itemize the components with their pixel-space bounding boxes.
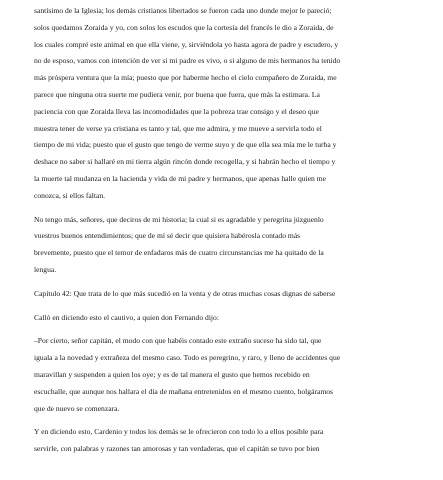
text-line: santísimo de la Iglesia; los demás cristianos libertados se fueron cada uno donde mejor le pareció; <box>34 6 332 15</box>
text-line: más próspera ventura que la mía; puesto que por haberme hecho el cielo compañero de Zoraida, me <box>34 73 337 83</box>
text-line: iguala a la novedad y extrañeza del mesmo caso. Todo es peregrino, y raro, y lleno de accidentes que <box>34 353 341 363</box>
document-body <box>34 3 432 465</box>
paragraph <box>34 310 432 327</box>
text-line: que de nuevo se comenzara. <box>34 403 120 413</box>
paragraph <box>34 333 432 417</box>
chapter-title: Capítulo 42: Que trata de lo que más sucedió en la venta y de otras muchas cosas dignas de saberse <box>34 288 336 298</box>
text-line: deshace no saber si hallaré en mi tierra algún rincón donde recogella, y si habrán hecho el tiempo y <box>34 157 336 167</box>
text-line: tiempo de mi vida; puesto que el gusto que tengo de verme suyo y de que ella sea mía me le turba y <box>34 140 337 150</box>
paragraph <box>34 3 432 205</box>
text-line: vuestros buenos entendimientos; que de mí sé decir que quisiera habérosla contado más <box>34 231 301 241</box>
text-line: Y en diciendo esto, Cardenio y todos los demás se le ofrecieron con todo lo a ellos posible para <box>34 427 324 437</box>
text-line: solos quedamos Zoraida y yo, con solos los escudos que la cortesía del francés le dio a Zoraida, de <box>34 22 334 32</box>
text-line: paciencia con que Zoraida lleva las incomodidades que la pobreza trae consigo y el deseo que <box>34 106 319 116</box>
paragraph <box>34 424 432 458</box>
text-line: –Por cierto, señor capitán, el modo con que habéis contado este extraño suceso ha sido tal, que <box>34 336 322 346</box>
text-line: escuchalle, que aunque nos hallara el día de mañana entretenidos en el mesmo cuento, holgáramos <box>34 386 333 396</box>
text-line: muestra tener de verse ya cristiana es tanto y tal, que me admira, y me mueve a servirla todo el <box>34 123 322 133</box>
text-line: los cuales compré este animal en que ella viene, y, sirviéndola yo hasta agora de padre y escudero, y <box>34 39 339 49</box>
text-line: servirle, con palabras y razones tan amorosas y tan verdaderas, que el capitán se tuvo por bien <box>34 444 320 454</box>
text-line: No tengo más, señores, que deciros de mi historia; la cual si es agradable y peregrina júzguenlo <box>34 214 324 224</box>
text-line: maravillan y suspenden a quien los oye; y es de tal manera el gusto que hemos recebido en <box>34 369 310 379</box>
text-line: lengua. <box>34 264 57 274</box>
text-line: la muerte tal mudanza en la hacienda y vida de mi padre y hermanos, que apenas halle quien me <box>34 173 327 183</box>
text-line: Calló en diciendo esto el cautivo, a quien don Fernando dijo: <box>34 312 219 322</box>
paragraph <box>34 212 432 279</box>
text-line: no de esposo, vamos con intención de ver si mi padre es vivo, o si alguno de mis hermanos ha tenido <box>34 56 341 66</box>
text-line: parece que ninguna otra suerte me pudiera venir, por buena que fuera, que más la estimara. La <box>34 89 320 99</box>
text-line: conozca, si ellos faltan. <box>34 190 106 200</box>
text-line: brevemente, puesto que el temor de enfadaros más de cuatro circunstancias me ha quitado de la <box>34 248 324 258</box>
